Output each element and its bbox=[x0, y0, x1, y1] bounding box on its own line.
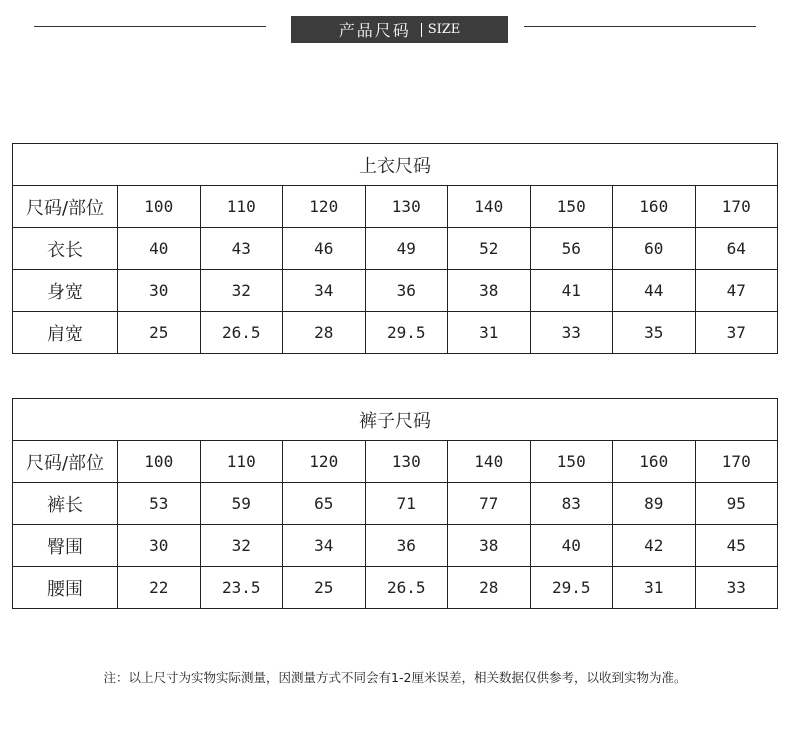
value-cell: 23.5 bbox=[200, 567, 283, 609]
title-divider-right bbox=[524, 26, 756, 27]
row-label-cell: 腰围 bbox=[13, 567, 118, 609]
value-cell: 59 bbox=[200, 483, 283, 525]
value-cell: 89 bbox=[613, 483, 696, 525]
value-cell: 45 bbox=[695, 525, 778, 567]
value-cell: 53 bbox=[118, 483, 201, 525]
value-cell: 35 bbox=[613, 312, 696, 354]
table-caption: 裤子尺码 bbox=[13, 399, 778, 441]
value-cell: 44 bbox=[613, 270, 696, 312]
table-caption-row bbox=[13, 399, 778, 441]
size-header-cell: 100 bbox=[118, 186, 201, 228]
value-cell: 32 bbox=[200, 525, 283, 567]
value-cell: 40 bbox=[118, 228, 201, 270]
table-row bbox=[13, 525, 778, 567]
value-cell: 40 bbox=[530, 525, 613, 567]
section-title-chinese: 产品尺码 bbox=[338, 21, 411, 40]
table-row bbox=[13, 312, 778, 354]
value-cell: 34 bbox=[283, 270, 366, 312]
value-cell: 36 bbox=[365, 525, 448, 567]
header-label-cell: 尺码/部位 bbox=[13, 441, 118, 483]
measurement-footnote: 注：以上尺寸为实物实际测量，因测量方式不同会有1-2厘米误差，相关数据仅供参考，以收到实物为准。 bbox=[103, 670, 687, 685]
size-header-cell: 140 bbox=[448, 441, 531, 483]
row-label-cell: 肩宽 bbox=[13, 312, 118, 354]
table-row bbox=[13, 270, 778, 312]
value-cell: 64 bbox=[695, 228, 778, 270]
value-cell: 30 bbox=[118, 525, 201, 567]
value-cell: 34 bbox=[283, 525, 366, 567]
table-row bbox=[13, 483, 778, 525]
size-header-cell: 130 bbox=[365, 441, 448, 483]
value-cell: 49 bbox=[365, 228, 448, 270]
value-cell: 26.5 bbox=[200, 312, 283, 354]
value-cell: 43 bbox=[200, 228, 283, 270]
value-cell: 36 bbox=[365, 270, 448, 312]
value-cell: 47 bbox=[695, 270, 778, 312]
size-header-cell: 110 bbox=[200, 186, 283, 228]
size-header-cell: 140 bbox=[448, 186, 531, 228]
size-header-cell: 100 bbox=[118, 441, 201, 483]
bottom-size-table bbox=[12, 398, 778, 609]
value-cell: 33 bbox=[530, 312, 613, 354]
value-cell: 31 bbox=[448, 312, 531, 354]
value-cell: 83 bbox=[530, 483, 613, 525]
value-cell: 28 bbox=[283, 312, 366, 354]
size-header-cell: 120 bbox=[283, 186, 366, 228]
header-label-cell: 尺码/部位 bbox=[13, 186, 118, 228]
table-row bbox=[13, 567, 778, 609]
size-header-cell: 170 bbox=[695, 441, 778, 483]
table-caption-row bbox=[13, 144, 778, 186]
section-title-english: SIZE bbox=[427, 22, 461, 37]
value-cell: 37 bbox=[695, 312, 778, 354]
row-label-cell: 裤长 bbox=[13, 483, 118, 525]
row-label-cell: 衣长 bbox=[13, 228, 118, 270]
size-header-cell: 170 bbox=[695, 186, 778, 228]
size-header-cell: 160 bbox=[613, 441, 696, 483]
value-cell: 46 bbox=[283, 228, 366, 270]
size-header-cell: 120 bbox=[283, 441, 366, 483]
size-header-row bbox=[13, 186, 778, 228]
value-cell: 30 bbox=[118, 270, 201, 312]
value-cell: 33 bbox=[695, 567, 778, 609]
size-header-cell: 130 bbox=[365, 186, 448, 228]
value-cell: 95 bbox=[695, 483, 778, 525]
table-caption: 上衣尺码 bbox=[13, 144, 778, 186]
value-cell: 41 bbox=[530, 270, 613, 312]
row-label-cell: 身宽 bbox=[13, 270, 118, 312]
table-row bbox=[13, 228, 778, 270]
row-label-cell: 臀围 bbox=[13, 525, 118, 567]
value-cell: 38 bbox=[448, 525, 531, 567]
value-cell: 29.5 bbox=[530, 567, 613, 609]
value-cell: 29.5 bbox=[365, 312, 448, 354]
value-cell: 38 bbox=[448, 270, 531, 312]
size-header-cell: 150 bbox=[530, 441, 613, 483]
title-divider-left bbox=[34, 26, 266, 27]
value-cell: 60 bbox=[613, 228, 696, 270]
value-cell: 22 bbox=[118, 567, 201, 609]
size-header-cell: 160 bbox=[613, 186, 696, 228]
value-cell: 65 bbox=[283, 483, 366, 525]
title-separator bbox=[421, 23, 422, 37]
value-cell: 26.5 bbox=[365, 567, 448, 609]
section-title-banner bbox=[291, 16, 508, 43]
value-cell: 25 bbox=[283, 567, 366, 609]
value-cell: 25 bbox=[118, 312, 201, 354]
size-header-row bbox=[13, 441, 778, 483]
value-cell: 28 bbox=[448, 567, 531, 609]
top-size-table bbox=[12, 143, 778, 354]
value-cell: 52 bbox=[448, 228, 531, 270]
value-cell: 56 bbox=[530, 228, 613, 270]
value-cell: 77 bbox=[448, 483, 531, 525]
value-cell: 31 bbox=[613, 567, 696, 609]
size-header-cell: 150 bbox=[530, 186, 613, 228]
value-cell: 32 bbox=[200, 270, 283, 312]
size-header-cell: 110 bbox=[200, 441, 283, 483]
value-cell: 71 bbox=[365, 483, 448, 525]
value-cell: 42 bbox=[613, 525, 696, 567]
